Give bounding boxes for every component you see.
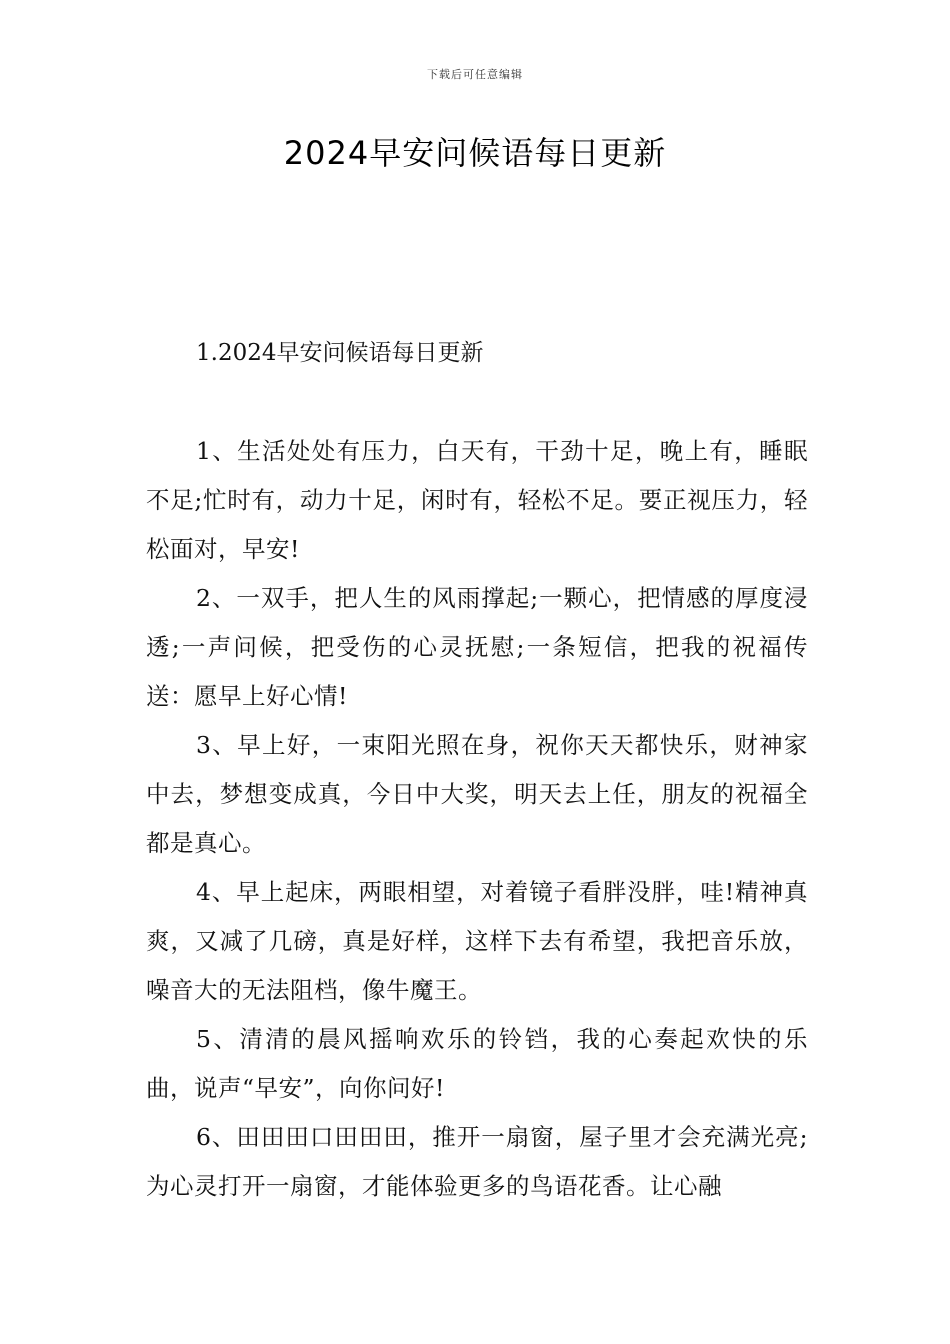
- paragraph-4: 4、早上起床，两眼相望，对着镜子看胖没胖，哇!精神真爽，又减了几磅，真是好样，这样下去有希望，我把音乐放，噪音大的无法阻档，像牛魔王。: [146, 878, 808, 1004]
- paragraph-6: 6、田田田口田田田，推开一扇窗，屋子里才会充满光亮;为心灵打开一扇窗，才能体验更多的鸟语花香。让心融: [146, 1123, 808, 1200]
- paragraph-5: 5、清清的晨风摇响欢乐的铃铛，我的心奏起欢快的乐曲，说声“早安”，向你问好!: [146, 1025, 808, 1102]
- page-header-note: 下载后可任意编辑: [427, 68, 523, 81]
- paragraph-3: 3、早上好，一束阳光照在身，祝你天天都快乐，财神家中去，梦想变成真，今日中大奖，明天去上任，朋友的祝福全都是真心。: [146, 731, 808, 857]
- paragraph-2: 2、一双手，把人生的风雨撑起;一颗心，把情感的厚度浸透;一声问候，把受伤的心灵抚慰;一条短信，把我的祝福传送：愿早上好心情!: [146, 584, 808, 710]
- document-title: 2024早安问候语每日更新: [283, 134, 667, 172]
- document-body: [146, 427, 808, 1211]
- paragraph-1: 1、生活处处有压力，白天有，干劲十足，晚上有，睡眠不足;忙时有，动力十足，闲时有，轻松不足。要正视压力，轻松面对，早安!: [146, 437, 808, 563]
- section-heading: 1.2024早安问候语每日更新: [196, 340, 484, 366]
